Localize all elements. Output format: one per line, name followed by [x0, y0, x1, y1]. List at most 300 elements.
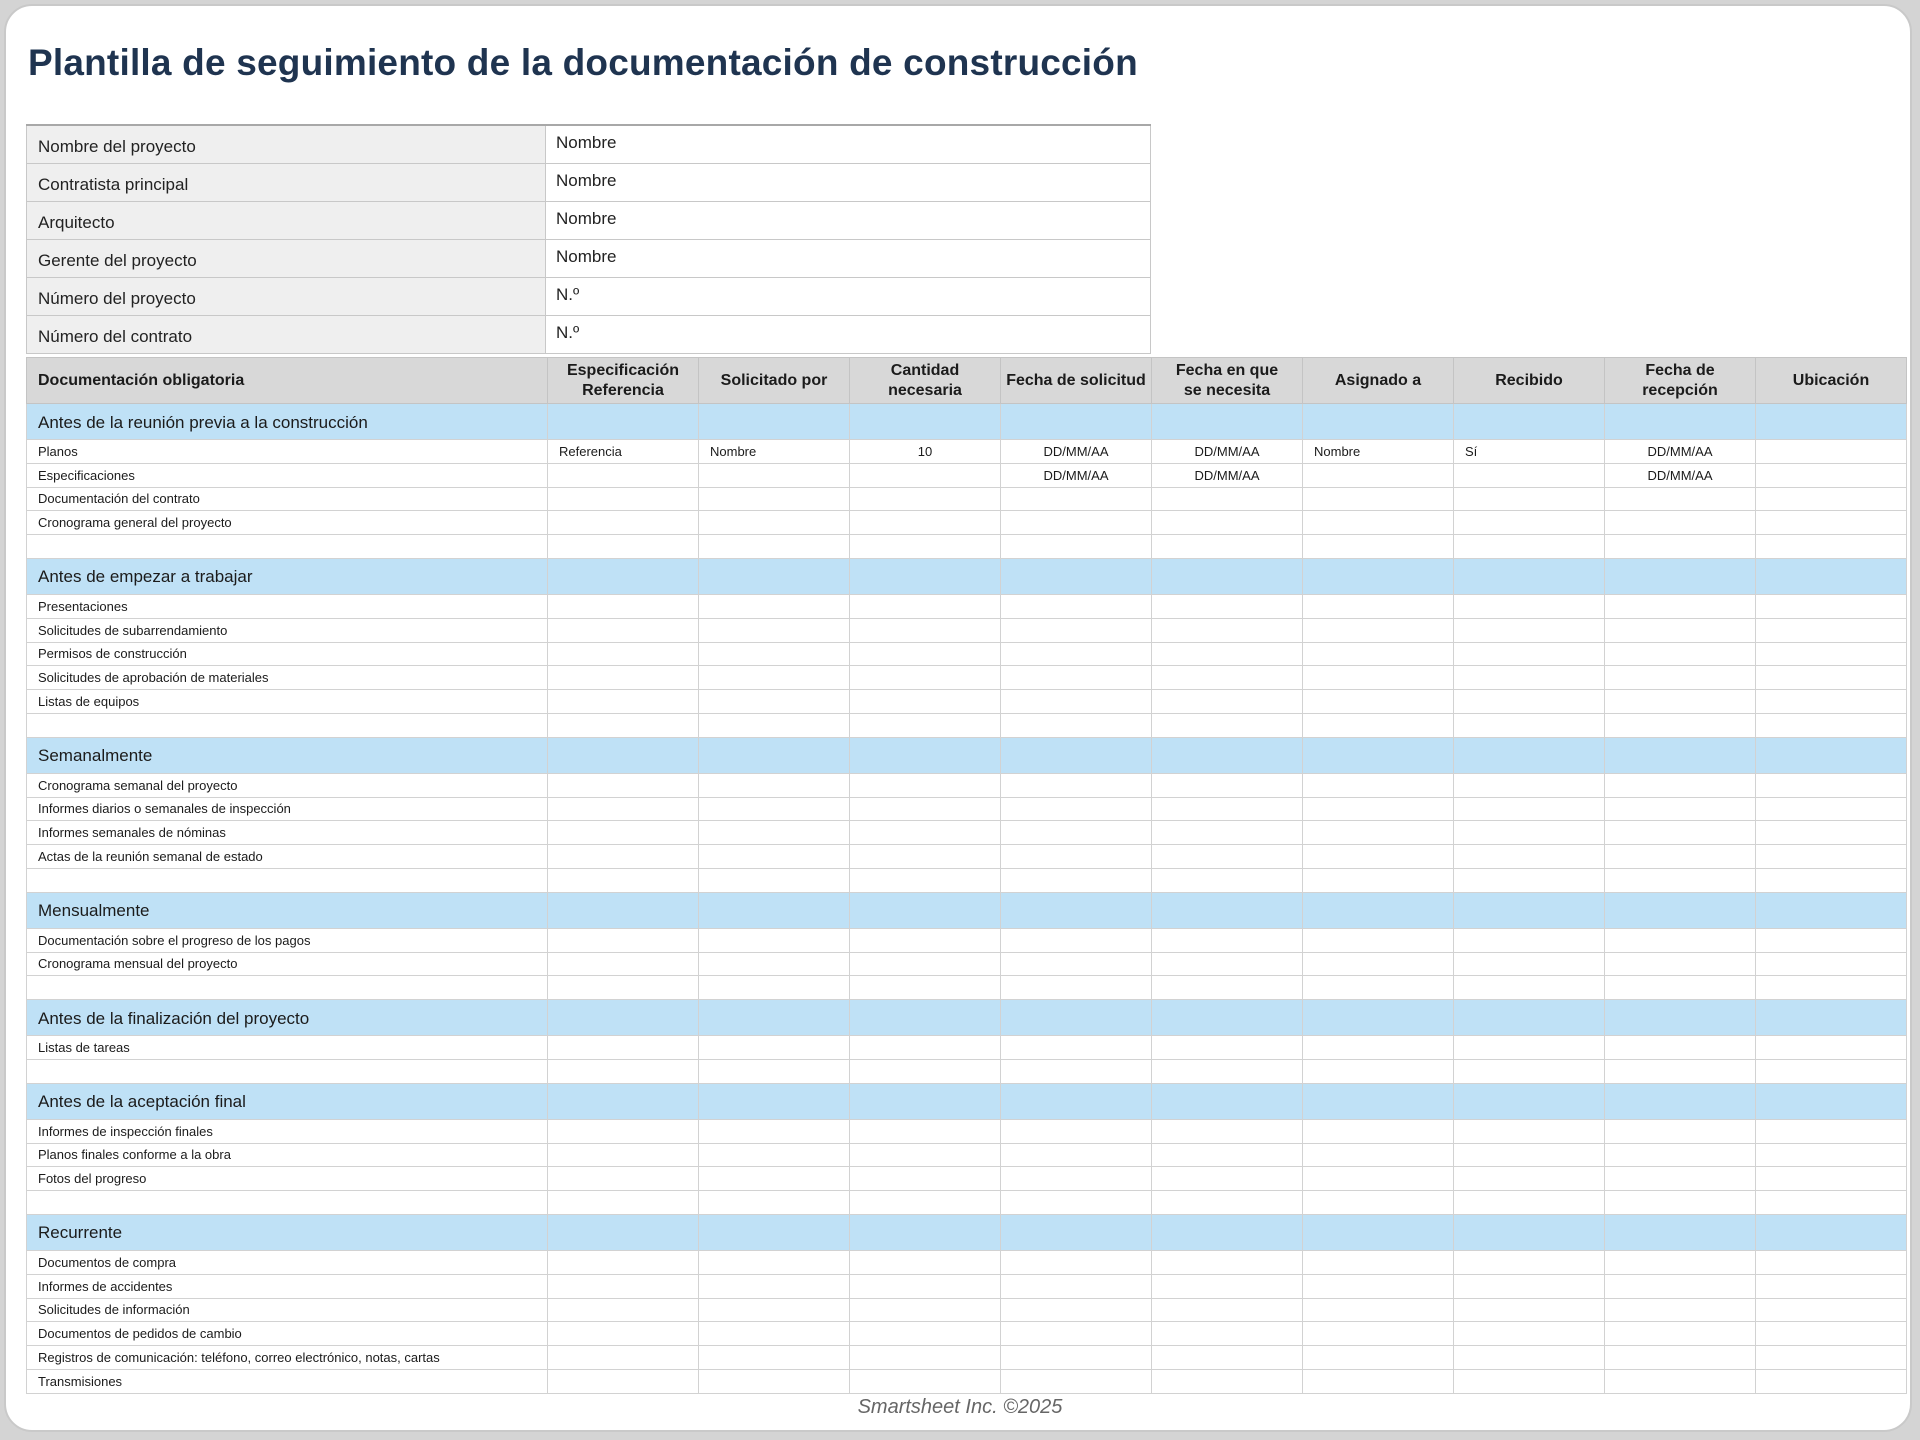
qty-cell[interactable] — [850, 594, 1001, 618]
request-date-cell[interactable] — [1001, 1143, 1152, 1167]
qty-cell[interactable] — [850, 1119, 1001, 1143]
assigned-to-cell[interactable] — [1303, 690, 1454, 714]
qty-cell[interactable] — [850, 928, 1001, 952]
needed-date-cell[interactable] — [1152, 976, 1303, 1000]
received-date-cell[interactable] — [1605, 952, 1756, 976]
needed-date-cell[interactable] — [1152, 535, 1303, 559]
requested-by-cell[interactable] — [699, 928, 850, 952]
ref-cell[interactable] — [548, 1191, 699, 1215]
received-cell[interactable] — [1454, 535, 1605, 559]
ref-cell[interactable] — [548, 1346, 699, 1370]
document-name-cell[interactable] — [27, 868, 548, 892]
location-cell[interactable] — [1756, 1369, 1907, 1393]
needed-date-cell[interactable] — [1152, 618, 1303, 642]
requested-by-cell[interactable] — [699, 1250, 850, 1274]
qty-cell[interactable]: 10 — [850, 440, 1001, 464]
info-value-cell[interactable]: Nombre — [546, 240, 1151, 278]
requested-by-cell[interactable] — [699, 463, 850, 487]
received-date-cell[interactable] — [1605, 1298, 1756, 1322]
request-date-cell[interactable] — [1001, 690, 1152, 714]
location-cell[interactable] — [1756, 1250, 1907, 1274]
received-cell[interactable] — [1454, 773, 1605, 797]
needed-date-cell[interactable] — [1152, 594, 1303, 618]
request-date-cell[interactable] — [1001, 1059, 1152, 1083]
document-name-cell[interactable]: Cronograma semanal del proyecto — [27, 773, 548, 797]
received-cell[interactable] — [1454, 666, 1605, 690]
ref-cell[interactable] — [548, 535, 699, 559]
request-date-cell[interactable] — [1001, 642, 1152, 666]
needed-date-cell[interactable] — [1152, 797, 1303, 821]
location-cell[interactable] — [1756, 594, 1907, 618]
ref-cell[interactable] — [548, 1119, 699, 1143]
assigned-to-cell[interactable] — [1303, 1191, 1454, 1215]
request-date-cell[interactable] — [1001, 928, 1152, 952]
document-name-cell[interactable]: Permisos de construcción — [27, 642, 548, 666]
requested-by-cell[interactable] — [699, 1191, 850, 1215]
document-name-cell[interactable]: Especificaciones — [27, 463, 548, 487]
request-date-cell[interactable] — [1001, 773, 1152, 797]
received-cell[interactable] — [1454, 976, 1605, 1000]
needed-date-cell[interactable] — [1152, 1369, 1303, 1393]
received-cell[interactable] — [1454, 1143, 1605, 1167]
received-cell[interactable] — [1454, 1059, 1605, 1083]
document-name-cell[interactable] — [27, 1059, 548, 1083]
requested-by-cell[interactable] — [699, 690, 850, 714]
ref-cell[interactable]: Referencia — [548, 440, 699, 464]
request-date-cell[interactable] — [1001, 1274, 1152, 1298]
needed-date-cell[interactable] — [1152, 713, 1303, 737]
requested-by-cell[interactable] — [699, 821, 850, 845]
document-name-cell[interactable]: Informes diarios o semanales de inspección — [27, 797, 548, 821]
received-date-cell[interactable] — [1605, 976, 1756, 1000]
qty-cell[interactable] — [850, 1322, 1001, 1346]
request-date-cell[interactable] — [1001, 1322, 1152, 1346]
ref-cell[interactable] — [548, 666, 699, 690]
received-cell[interactable] — [1454, 463, 1605, 487]
assigned-to-cell[interactable] — [1303, 976, 1454, 1000]
document-name-cell[interactable] — [27, 535, 548, 559]
needed-date-cell[interactable] — [1152, 487, 1303, 511]
needed-date-cell[interactable] — [1152, 1036, 1303, 1060]
document-name-cell[interactable]: Documentos de pedidos de cambio — [27, 1322, 548, 1346]
ref-cell[interactable] — [548, 1036, 699, 1060]
qty-cell[interactable] — [850, 666, 1001, 690]
needed-date-cell[interactable] — [1152, 1191, 1303, 1215]
qty-cell[interactable] — [850, 463, 1001, 487]
ref-cell[interactable] — [548, 463, 699, 487]
received-cell[interactable] — [1454, 845, 1605, 869]
location-cell[interactable] — [1756, 1167, 1907, 1191]
qty-cell[interactable] — [850, 1369, 1001, 1393]
request-date-cell[interactable] — [1001, 594, 1152, 618]
requested-by-cell[interactable] — [699, 797, 850, 821]
received-cell[interactable]: Sí — [1454, 440, 1605, 464]
ref-cell[interactable] — [548, 1250, 699, 1274]
received-date-cell[interactable] — [1605, 1250, 1756, 1274]
ref-cell[interactable] — [548, 642, 699, 666]
location-cell[interactable] — [1756, 1346, 1907, 1370]
needed-date-cell[interactable] — [1152, 1346, 1303, 1370]
document-name-cell[interactable]: Informes de inspección finales — [27, 1119, 548, 1143]
qty-cell[interactable] — [850, 618, 1001, 642]
assigned-to-cell[interactable] — [1303, 642, 1454, 666]
document-name-cell[interactable]: Listas de tareas — [27, 1036, 548, 1060]
requested-by-cell[interactable] — [699, 642, 850, 666]
requested-by-cell[interactable] — [699, 1369, 850, 1393]
request-date-cell[interactable] — [1001, 1250, 1152, 1274]
document-name-cell[interactable]: Solicitudes de información — [27, 1298, 548, 1322]
received-cell[interactable] — [1454, 487, 1605, 511]
received-date-cell[interactable] — [1605, 511, 1756, 535]
request-date-cell[interactable] — [1001, 1119, 1152, 1143]
qty-cell[interactable] — [850, 511, 1001, 535]
qty-cell[interactable] — [850, 1059, 1001, 1083]
assigned-to-cell[interactable] — [1303, 821, 1454, 845]
location-cell[interactable] — [1756, 1322, 1907, 1346]
document-name-cell[interactable]: Transmisiones — [27, 1369, 548, 1393]
location-cell[interactable] — [1756, 1036, 1907, 1060]
requested-by-cell[interactable] — [699, 666, 850, 690]
assigned-to-cell[interactable] — [1303, 1322, 1454, 1346]
received-cell[interactable] — [1454, 594, 1605, 618]
assigned-to-cell[interactable] — [1303, 463, 1454, 487]
received-cell[interactable] — [1454, 511, 1605, 535]
request-date-cell[interactable] — [1001, 618, 1152, 642]
received-date-cell[interactable] — [1605, 1369, 1756, 1393]
document-name-cell[interactable] — [27, 976, 548, 1000]
ref-cell[interactable] — [548, 1143, 699, 1167]
qty-cell[interactable] — [850, 821, 1001, 845]
ref-cell[interactable] — [548, 952, 699, 976]
assigned-to-cell[interactable] — [1303, 487, 1454, 511]
needed-date-cell[interactable] — [1152, 1298, 1303, 1322]
location-cell[interactable] — [1756, 1298, 1907, 1322]
requested-by-cell[interactable] — [699, 1298, 850, 1322]
location-cell[interactable] — [1756, 642, 1907, 666]
ref-cell[interactable] — [548, 1322, 699, 1346]
needed-date-cell[interactable]: DD/MM/AA — [1152, 440, 1303, 464]
request-date-cell[interactable] — [1001, 1298, 1152, 1322]
needed-date-cell[interactable] — [1152, 1322, 1303, 1346]
requested-by-cell[interactable] — [699, 976, 850, 1000]
assigned-to-cell[interactable] — [1303, 535, 1454, 559]
document-name-cell[interactable]: Documentación sobre el progreso de los pagos — [27, 928, 548, 952]
assigned-to-cell[interactable] — [1303, 713, 1454, 737]
assigned-to-cell[interactable] — [1303, 1250, 1454, 1274]
received-cell[interactable] — [1454, 1119, 1605, 1143]
needed-date-cell[interactable] — [1152, 821, 1303, 845]
document-name-cell[interactable]: Actas de la reunión semanal de estado — [27, 845, 548, 869]
location-cell[interactable] — [1756, 535, 1907, 559]
requested-by-cell[interactable]: Nombre — [699, 440, 850, 464]
needed-date-cell[interactable] — [1152, 511, 1303, 535]
received-date-cell[interactable] — [1605, 821, 1756, 845]
ref-cell[interactable] — [548, 976, 699, 1000]
info-value-cell[interactable]: N.º — [546, 316, 1151, 354]
document-name-cell[interactable]: Solicitudes de subarrendamiento — [27, 618, 548, 642]
document-name-cell[interactable]: Documentación del contrato — [27, 487, 548, 511]
ref-cell[interactable] — [548, 1369, 699, 1393]
received-cell[interactable] — [1454, 713, 1605, 737]
requested-by-cell[interactable] — [699, 1346, 850, 1370]
received-date-cell[interactable] — [1605, 618, 1756, 642]
needed-date-cell[interactable] — [1152, 928, 1303, 952]
needed-date-cell[interactable] — [1152, 952, 1303, 976]
info-value-cell[interactable]: N.º — [546, 278, 1151, 316]
assigned-to-cell[interactable] — [1303, 1369, 1454, 1393]
qty-cell[interactable] — [850, 797, 1001, 821]
assigned-to-cell[interactable] — [1303, 511, 1454, 535]
document-name-cell[interactable]: Informes de accidentes — [27, 1274, 548, 1298]
requested-by-cell[interactable] — [699, 845, 850, 869]
received-date-cell[interactable] — [1605, 1274, 1756, 1298]
requested-by-cell[interactable] — [699, 1167, 850, 1191]
request-date-cell[interactable]: DD/MM/AA — [1001, 440, 1152, 464]
assigned-to-cell[interactable] — [1303, 1143, 1454, 1167]
received-date-cell[interactable] — [1605, 642, 1756, 666]
location-cell[interactable] — [1756, 773, 1907, 797]
needed-date-cell[interactable] — [1152, 642, 1303, 666]
needed-date-cell[interactable] — [1152, 1119, 1303, 1143]
request-date-cell[interactable] — [1001, 821, 1152, 845]
qty-cell[interactable] — [850, 713, 1001, 737]
location-cell[interactable] — [1756, 845, 1907, 869]
needed-date-cell[interactable] — [1152, 845, 1303, 869]
ref-cell[interactable] — [548, 797, 699, 821]
requested-by-cell[interactable] — [699, 868, 850, 892]
location-cell[interactable] — [1756, 868, 1907, 892]
location-cell[interactable] — [1756, 440, 1907, 464]
needed-date-cell[interactable] — [1152, 773, 1303, 797]
location-cell[interactable] — [1756, 690, 1907, 714]
ref-cell[interactable] — [548, 511, 699, 535]
document-name-cell[interactable]: Listas de equipos — [27, 690, 548, 714]
request-date-cell[interactable] — [1001, 713, 1152, 737]
document-name-cell[interactable]: Planos — [27, 440, 548, 464]
needed-date-cell[interactable] — [1152, 1167, 1303, 1191]
location-cell[interactable] — [1756, 1059, 1907, 1083]
assigned-to-cell[interactable] — [1303, 594, 1454, 618]
requested-by-cell[interactable] — [699, 773, 850, 797]
assigned-to-cell[interactable] — [1303, 1298, 1454, 1322]
location-cell[interactable] — [1756, 976, 1907, 1000]
received-date-cell[interactable] — [1605, 666, 1756, 690]
received-date-cell[interactable] — [1605, 1191, 1756, 1215]
ref-cell[interactable] — [548, 845, 699, 869]
qty-cell[interactable] — [850, 535, 1001, 559]
request-date-cell[interactable] — [1001, 845, 1152, 869]
received-cell[interactable] — [1454, 1322, 1605, 1346]
received-date-cell[interactable] — [1605, 1322, 1756, 1346]
assigned-to-cell[interactable] — [1303, 797, 1454, 821]
location-cell[interactable] — [1756, 713, 1907, 737]
assigned-to-cell[interactable] — [1303, 1346, 1454, 1370]
request-date-cell[interactable] — [1001, 666, 1152, 690]
ref-cell[interactable] — [548, 618, 699, 642]
requested-by-cell[interactable] — [699, 1143, 850, 1167]
requested-by-cell[interactable] — [699, 1274, 850, 1298]
received-date-cell[interactable] — [1605, 797, 1756, 821]
info-value-cell[interactable]: Nombre — [546, 125, 1151, 164]
qty-cell[interactable] — [850, 1298, 1001, 1322]
requested-by-cell[interactable] — [699, 487, 850, 511]
location-cell[interactable] — [1756, 1143, 1907, 1167]
document-name-cell[interactable]: Informes semanales de nóminas — [27, 821, 548, 845]
needed-date-cell[interactable] — [1152, 690, 1303, 714]
qty-cell[interactable] — [850, 868, 1001, 892]
requested-by-cell[interactable] — [699, 511, 850, 535]
received-cell[interactable] — [1454, 642, 1605, 666]
request-date-cell[interactable] — [1001, 952, 1152, 976]
document-name-cell[interactable]: Planos finales conforme a la obra — [27, 1143, 548, 1167]
qty-cell[interactable] — [850, 976, 1001, 1000]
qty-cell[interactable] — [850, 1191, 1001, 1215]
received-date-cell[interactable] — [1605, 1119, 1756, 1143]
qty-cell[interactable] — [850, 1250, 1001, 1274]
assigned-to-cell[interactable] — [1303, 618, 1454, 642]
requested-by-cell[interactable] — [699, 618, 850, 642]
received-date-cell[interactable] — [1605, 928, 1756, 952]
request-date-cell[interactable] — [1001, 1167, 1152, 1191]
ref-cell[interactable] — [548, 1298, 699, 1322]
document-name-cell[interactable]: Registros de comunicación: teléfono, correo electrónico, notas, cartas — [27, 1346, 548, 1370]
assigned-to-cell[interactable]: Nombre — [1303, 440, 1454, 464]
needed-date-cell[interactable] — [1152, 1059, 1303, 1083]
assigned-to-cell[interactable] — [1303, 928, 1454, 952]
ref-cell[interactable] — [548, 713, 699, 737]
location-cell[interactable] — [1756, 952, 1907, 976]
received-cell[interactable] — [1454, 1298, 1605, 1322]
received-date-cell[interactable] — [1605, 1143, 1756, 1167]
received-cell[interactable] — [1454, 952, 1605, 976]
document-name-cell[interactable]: Presentaciones — [27, 594, 548, 618]
ref-cell[interactable] — [548, 594, 699, 618]
request-date-cell[interactable] — [1001, 1191, 1152, 1215]
request-date-cell[interactable] — [1001, 1036, 1152, 1060]
received-cell[interactable] — [1454, 797, 1605, 821]
info-value-cell[interactable]: Nombre — [546, 202, 1151, 240]
request-date-cell[interactable] — [1001, 1369, 1152, 1393]
received-date-cell[interactable] — [1605, 713, 1756, 737]
qty-cell[interactable] — [850, 1274, 1001, 1298]
received-cell[interactable] — [1454, 821, 1605, 845]
document-name-cell[interactable] — [27, 1191, 548, 1215]
location-cell[interactable] — [1756, 666, 1907, 690]
document-name-cell[interactable]: Documentos de compra — [27, 1250, 548, 1274]
document-name-cell[interactable]: Cronograma general del proyecto — [27, 511, 548, 535]
received-date-cell[interactable] — [1605, 1167, 1756, 1191]
requested-by-cell[interactable] — [699, 713, 850, 737]
location-cell[interactable] — [1756, 928, 1907, 952]
qty-cell[interactable] — [850, 642, 1001, 666]
received-date-cell[interactable] — [1605, 1346, 1756, 1370]
received-cell[interactable] — [1454, 1346, 1605, 1370]
location-cell[interactable] — [1756, 797, 1907, 821]
received-date-cell[interactable] — [1605, 1059, 1756, 1083]
received-date-cell[interactable] — [1605, 845, 1756, 869]
qty-cell[interactable] — [850, 1346, 1001, 1370]
location-cell[interactable] — [1756, 511, 1907, 535]
location-cell[interactable] — [1756, 487, 1907, 511]
location-cell[interactable] — [1756, 1274, 1907, 1298]
ref-cell[interactable] — [548, 773, 699, 797]
location-cell[interactable] — [1756, 618, 1907, 642]
needed-date-cell[interactable] — [1152, 1250, 1303, 1274]
received-date-cell[interactable] — [1605, 535, 1756, 559]
assigned-to-cell[interactable] — [1303, 1119, 1454, 1143]
qty-cell[interactable] — [850, 487, 1001, 511]
assigned-to-cell[interactable] — [1303, 1059, 1454, 1083]
ref-cell[interactable] — [548, 690, 699, 714]
qty-cell[interactable] — [850, 1036, 1001, 1060]
document-name-cell[interactable]: Fotos del progreso — [27, 1167, 548, 1191]
request-date-cell[interactable] — [1001, 976, 1152, 1000]
location-cell[interactable] — [1756, 1191, 1907, 1215]
needed-date-cell[interactable] — [1152, 666, 1303, 690]
qty-cell[interactable] — [850, 773, 1001, 797]
ref-cell[interactable] — [548, 821, 699, 845]
ref-cell[interactable] — [548, 487, 699, 511]
requested-by-cell[interactable] — [699, 1036, 850, 1060]
ref-cell[interactable] — [548, 868, 699, 892]
received-cell[interactable] — [1454, 1274, 1605, 1298]
request-date-cell[interactable] — [1001, 797, 1152, 821]
needed-date-cell[interactable] — [1152, 1274, 1303, 1298]
location-cell[interactable] — [1756, 463, 1907, 487]
location-cell[interactable] — [1756, 1119, 1907, 1143]
received-cell[interactable] — [1454, 690, 1605, 714]
ref-cell[interactable] — [548, 928, 699, 952]
request-date-cell[interactable] — [1001, 535, 1152, 559]
requested-by-cell[interactable] — [699, 1059, 850, 1083]
request-date-cell[interactable] — [1001, 511, 1152, 535]
request-date-cell[interactable] — [1001, 868, 1152, 892]
document-name-cell[interactable] — [27, 713, 548, 737]
received-cell[interactable] — [1454, 1250, 1605, 1274]
request-date-cell[interactable] — [1001, 487, 1152, 511]
document-name-cell[interactable]: Cronograma mensual del proyecto — [27, 952, 548, 976]
received-cell[interactable] — [1454, 618, 1605, 642]
needed-date-cell[interactable] — [1152, 1143, 1303, 1167]
assigned-to-cell[interactable] — [1303, 773, 1454, 797]
received-date-cell[interactable] — [1605, 690, 1756, 714]
request-date-cell[interactable] — [1001, 1346, 1152, 1370]
requested-by-cell[interactable] — [699, 1322, 850, 1346]
received-cell[interactable] — [1454, 1369, 1605, 1393]
assigned-to-cell[interactable] — [1303, 845, 1454, 869]
received-date-cell[interactable] — [1605, 487, 1756, 511]
received-date-cell[interactable]: DD/MM/AA — [1605, 440, 1756, 464]
qty-cell[interactable] — [850, 845, 1001, 869]
ref-cell[interactable] — [548, 1059, 699, 1083]
qty-cell[interactable] — [850, 1143, 1001, 1167]
received-date-cell[interactable] — [1605, 1036, 1756, 1060]
received-cell[interactable] — [1454, 928, 1605, 952]
received-date-cell[interactable]: DD/MM/AA — [1605, 463, 1756, 487]
document-name-cell[interactable]: Solicitudes de aprobación de materiales — [27, 666, 548, 690]
received-date-cell[interactable] — [1605, 773, 1756, 797]
requested-by-cell[interactable] — [699, 952, 850, 976]
received-date-cell[interactable] — [1605, 868, 1756, 892]
received-cell[interactable] — [1454, 868, 1605, 892]
qty-cell[interactable] — [850, 690, 1001, 714]
requested-by-cell[interactable] — [699, 535, 850, 559]
location-cell[interactable] — [1756, 821, 1907, 845]
received-cell[interactable] — [1454, 1036, 1605, 1060]
received-cell[interactable] — [1454, 1167, 1605, 1191]
assigned-to-cell[interactable] — [1303, 952, 1454, 976]
assigned-to-cell[interactable] — [1303, 1036, 1454, 1060]
